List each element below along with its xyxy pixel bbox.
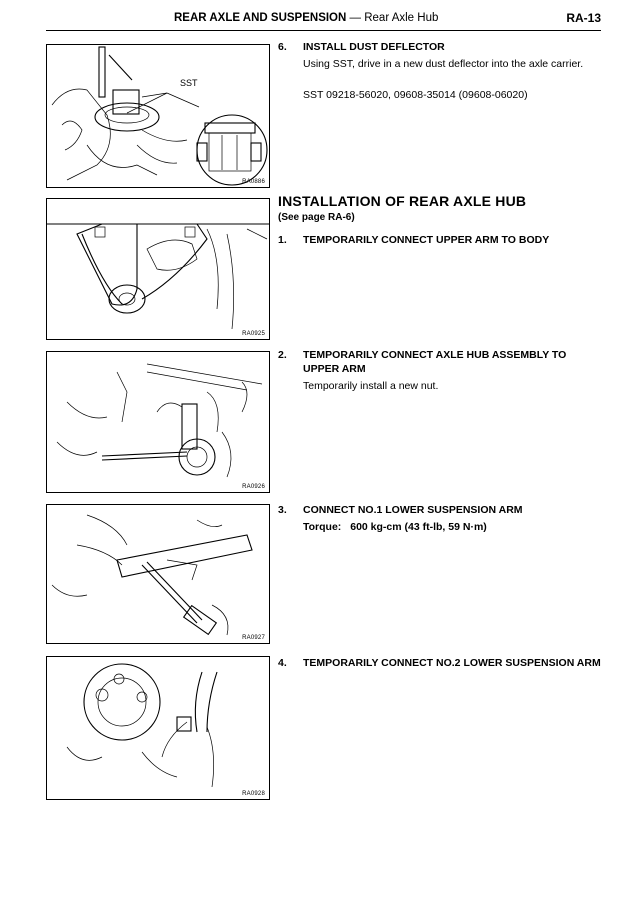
- step-4: [278, 656, 603, 686]
- step-6-body: Using SST, drive in a new dust deflector into the axle carrier.: [303, 58, 584, 70]
- page-number: RA-13: [566, 11, 601, 25]
- section-reference: (See page RA-6): [278, 212, 355, 223]
- step-number: 1.: [278, 234, 287, 246]
- step-number: 4.: [278, 657, 287, 669]
- step-6-sst: SST 09218-56020, 09608-35014 (09608-06020): [303, 89, 528, 101]
- section-heading: INSTALLATION OF REAR AXLE HUB: [278, 193, 527, 209]
- sst-label: SST: [180, 78, 198, 88]
- figure-axle-hub: [46, 351, 270, 493]
- step-2: [278, 348, 603, 378]
- step-number: 6.: [278, 41, 287, 53]
- figure-dust-deflector: [46, 44, 270, 188]
- figure-lower-arm-2: [46, 656, 270, 800]
- torque-spec: [303, 520, 603, 534]
- figure-code: RA0928: [242, 791, 265, 797]
- torque-label: Torque:: [303, 521, 342, 533]
- header-dash: —: [349, 12, 362, 24]
- figure-lower-arm-1: [46, 504, 270, 644]
- figure-lower-arm-2-drawing: [47, 657, 269, 799]
- step-title: TEMPORARILY CONNECT AXLE HUB ASSEMBLY TO UPPER ARM: [303, 349, 567, 375]
- figure-upper-arm-drawing: [47, 199, 269, 339]
- figure-code: RA0926: [242, 484, 265, 490]
- figure-axle-hub-drawing: [47, 352, 269, 492]
- header-title: [174, 12, 438, 24]
- figure-code: RA0925: [242, 331, 265, 337]
- figure-code: RA0886: [242, 179, 265, 185]
- step-title: CONNECT NO.1 LOWER SUSPENSION ARM: [303, 504, 523, 516]
- figure-code: RA0927: [242, 635, 265, 641]
- step-number: 3.: [278, 504, 287, 516]
- figure-dust-deflector-drawing: [47, 45, 269, 187]
- torque-value: 600 kg-cm (43 ft-lb, 59 N·m): [350, 521, 487, 533]
- header-subsection: Rear Axle Hub: [364, 12, 439, 24]
- figure-lower-arm-1-drawing: [47, 505, 269, 643]
- figure-upper-arm: [46, 198, 270, 340]
- step-title: TEMPORARILY CONNECT UPPER ARM TO BODY: [303, 234, 550, 246]
- step-title: TEMPORARILY CONNECT NO.2 LOWER SUSPENSION ARM: [303, 657, 601, 669]
- step-2-body: Temporarily install a new nut.: [303, 380, 439, 392]
- step-number: 2.: [278, 349, 287, 361]
- step-title: INSTALL DUST DEFLECTOR: [303, 41, 445, 53]
- header-section: REAR AXLE AND SUSPENSION: [174, 12, 347, 24]
- page-header: [46, 10, 601, 31]
